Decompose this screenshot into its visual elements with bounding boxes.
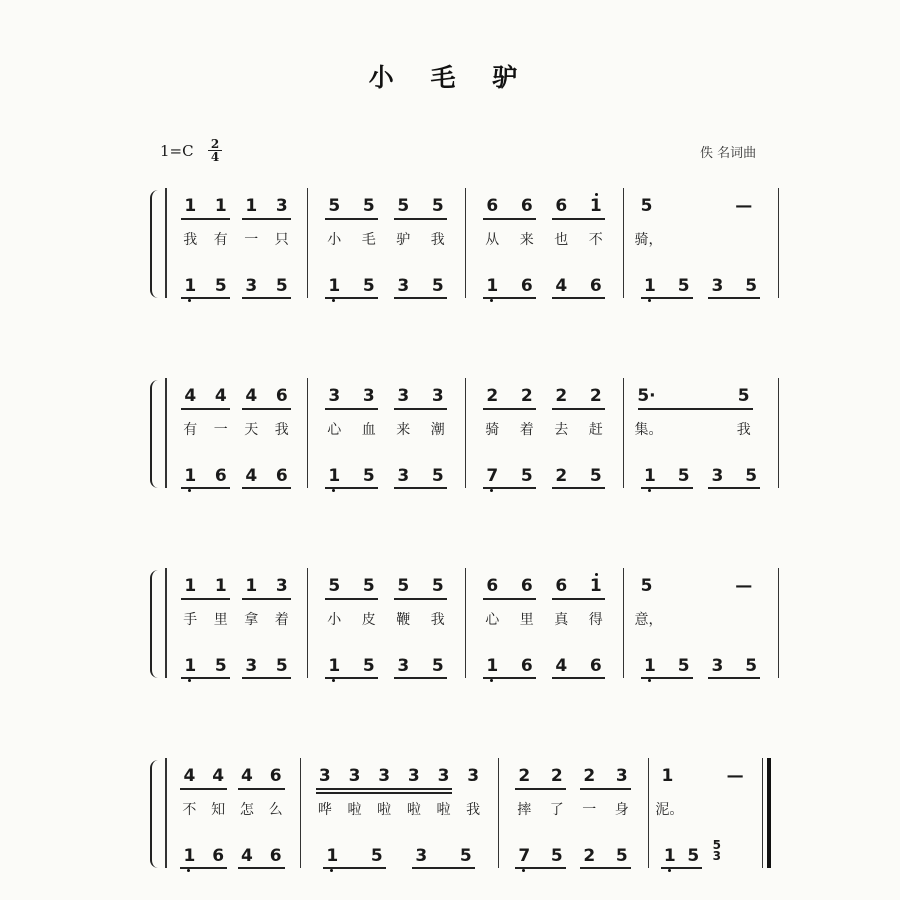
melody-note: 2 [583,766,596,786]
bass-chord [707,840,727,862]
melody-note: 6 [520,576,533,596]
lyric-syllable: 我 [430,612,445,628]
bass-note: 3 [397,656,410,676]
bass-beam-underline [181,677,230,679]
melody-note: 6 [486,576,499,596]
melody-note: 2 [589,386,602,406]
time-signature [208,138,222,163]
bass-note: 5 [615,846,628,866]
bass-note: 5 [677,466,690,486]
melody-note: 4 [245,386,258,406]
bass-note: 1 [482,276,502,296]
melody-row [175,766,290,788]
bass-beam-underline [180,867,227,869]
bass-note: 7 [482,466,502,486]
bass-note: 5 [589,466,602,486]
bass-note: 4 [555,276,568,296]
lyric-syllable: 意， [634,612,663,628]
bass-note: 5 [520,466,533,486]
beam-underline [394,218,447,220]
melody-note: 4 [183,766,196,786]
bass-note: 1 [180,276,200,296]
beam-underline [325,408,378,410]
lyric-syllable: 一 [244,232,259,248]
barline [623,378,624,488]
melody-note: 5 [397,576,410,596]
system-brace [150,380,162,488]
melody-note: 3 [437,766,450,786]
lyric-syllable: 驴 [396,232,411,248]
melody-note: 2 [555,386,568,406]
lyric-syllable: 哗 [317,802,332,818]
melody-note: 3 [362,386,375,406]
bass-beam-underline [181,487,230,489]
lyric-syllable: 啦 [347,802,362,818]
bass-note: 1 [640,656,660,676]
melody-note: 2 [520,386,533,406]
lyric-syllable: 里 [213,612,228,628]
bass-beam-underline [483,297,536,299]
melody-note: 2 [486,386,499,406]
bass-note: 1 [324,466,344,486]
staff-system [0,188,900,308]
bass-beam-underline [708,297,760,299]
beam-underline [580,788,631,790]
beam-underline [316,788,453,790]
melody-row [633,386,768,408]
beam-underline [181,598,230,600]
bass-note: 3 [245,276,258,296]
lyric-syllable: 么 [268,802,283,818]
lyric-syllable: 我 [466,802,481,818]
bass-note: 4 [555,656,568,676]
melody-note: 5 [737,386,750,406]
lyric-syllable: 来 [519,232,534,248]
melody-note: 1 [586,576,606,596]
dash-hold: — [726,766,744,786]
bass-note: 5 [745,276,758,296]
barline [165,568,167,678]
melody-note: 3 [378,766,391,786]
bass-note: 5 [677,656,690,676]
melody-row [175,386,297,408]
beam-underline [242,598,291,600]
lyric-syllable: 手 [183,612,198,628]
bass-note: 6 [589,656,602,676]
melody-note: 6 [520,196,533,216]
bass-beam-underline [708,487,760,489]
beam-underline [552,408,605,410]
bass-note: 4 [245,466,258,486]
bass-note: 5 [362,276,375,296]
final-barline [762,758,763,868]
time-sig-bottom: 4 [208,150,222,163]
chord-bottom: 3 [712,849,721,863]
lyric-syllable: 天 [244,422,259,438]
bass-beam-underline [708,677,760,679]
lyric-syllable: 心 [327,422,342,438]
bass-beam-underline [483,677,536,679]
lyric-syllable: 着 [274,612,289,628]
melody-note: 5 [362,576,375,596]
bass-note: 6 [269,846,282,866]
bass-note: 1 [324,656,344,676]
melody-note: 6 [486,196,499,216]
lyric-syllable: 我 [736,422,751,438]
bass-beam-underline [552,487,605,489]
lyric-syllable: 拿 [244,612,259,628]
melody-note: 4 [184,386,197,406]
lyric-syllable: 得 [588,612,603,628]
system-brace [150,190,162,298]
melody-row [175,576,297,598]
lyric-syllable: 啦 [406,802,421,818]
bass-beam-underline [325,487,378,489]
lyric-syllable: 有 [183,422,198,438]
melody-row [508,766,638,788]
beam-underline-double [316,792,453,794]
melody-row [475,196,613,218]
barline [465,568,466,678]
melody-note: 5 [431,196,444,216]
barline [498,758,499,868]
bass-beam-underline [238,867,285,869]
barline [465,378,466,488]
barline [307,568,308,678]
melody-note: 6 [269,766,282,786]
lyric-syllable: 不 [588,232,603,248]
bass-note: 5 [745,656,758,676]
bass-beam-underline [515,867,566,869]
beam-underline [552,598,605,600]
staff-system [0,758,900,878]
lyric-syllable: 我 [430,232,445,248]
melody-note: 6 [555,196,568,216]
bass-note: 3 [397,276,410,296]
beam-underline [238,788,285,790]
melody-row [317,576,455,598]
bass-note: 5 [431,656,444,676]
melody-note: 5 [431,576,444,596]
bass-note: 6 [520,276,533,296]
bass-beam-underline [394,677,447,679]
melody-note: 3 [397,386,410,406]
lyric-syllable: 里 [519,612,534,628]
bass-beam-underline [325,297,378,299]
bass-beam-underline [641,487,693,489]
barline [300,758,301,868]
lyric-syllable: 从 [485,232,500,248]
bass-beam-underline [412,867,475,869]
melody-row [317,386,455,408]
song-title: 小 毛 驴 [368,63,532,92]
melody-note: 2 [550,766,563,786]
barline [307,188,308,298]
key-signature: 1=C [160,142,194,160]
bass-beam-underline [483,487,536,489]
bass-note: 7 [514,846,534,866]
bass-note: 3 [397,466,410,486]
lyric-syllable: 集。 [634,422,663,438]
bass-note: 5 [275,276,288,296]
chord-top: 5 [712,838,721,852]
barline [778,188,779,298]
bass-beam-underline [394,487,447,489]
bass-note: 1 [640,276,660,296]
melody-note: 5 [328,576,341,596]
lyric-syllable: 只 [274,232,289,248]
melody-note: 1 [214,196,227,216]
barline [623,188,624,298]
melody-note: 3 [348,766,361,786]
lyric-syllable: 骑 [485,422,500,438]
beam-underline [242,218,291,220]
bass-beam-underline [323,867,386,869]
lyric-syllable: 小 [327,612,342,628]
melody-note: 6 [555,576,568,596]
bass-note: 3 [711,656,724,676]
final-barline-thick [767,758,771,868]
beam-underline [181,218,230,220]
melody-note: 4 [212,766,225,786]
bass-note: 3 [711,466,724,486]
lyric-syllable: 真 [554,612,569,628]
system-brace [150,760,162,868]
lyric-syllable: 泥。 [655,802,684,818]
melody-note: 5 [362,196,375,216]
barline [778,568,779,678]
melody-note: 5· [637,386,656,406]
lyric-syllable: 鞭 [396,612,411,628]
bass-beam-underline [641,677,693,679]
melody-note: 4 [214,386,227,406]
lyric-syllable: 身 [614,802,629,818]
lyric-syllable: 去 [554,422,569,438]
barline [165,378,167,488]
melody-note: 3 [407,766,420,786]
barline [165,758,167,868]
lyric-syllable: 了 [549,802,564,818]
lyric-syllable: 啦 [436,802,451,818]
beam-underline [483,598,536,600]
barline [165,188,167,298]
melody-row [175,196,297,218]
lyric-syllable: 也 [554,232,569,248]
bass-note: 1 [482,656,502,676]
bass-beam-underline [552,297,605,299]
bass-note: 6 [212,846,225,866]
melody-row [475,576,613,598]
melody-note: 6 [275,386,288,406]
beam-underline [180,788,227,790]
bass-note: 5 [214,276,227,296]
lyric-syllable: 一 [213,422,228,438]
melody-note: 1 [661,766,674,786]
melody-note: 2 [518,766,531,786]
melody-note: 1 [586,196,606,216]
bass-note: 1 [660,846,680,866]
melody-note: 1 [184,196,197,216]
melody-note: 3 [275,576,288,596]
beam-underline [394,408,447,410]
barline [778,378,779,488]
bass-note: 5 [431,466,444,486]
bass-note: 5 [745,466,758,486]
melody-row [658,766,752,788]
lyric-syllable: 骑， [634,232,663,248]
beam-underline [181,408,230,410]
lyric-syllable: 毛 [361,232,376,248]
lyric-syllable: 我 [183,232,198,248]
lyric-syllable: 啦 [377,802,392,818]
bass-note: 2 [583,846,596,866]
staff-system [0,568,900,688]
bass-note: 3 [245,656,258,676]
bass-beam-underline [661,867,703,869]
bass-note: 5 [214,656,227,676]
lyric-syllable: 着 [519,422,534,438]
bass-note: 5 [362,656,375,676]
lyric-syllable: 皮 [361,612,376,628]
dash-hold: — [735,576,753,596]
bass-note: 5 [459,846,472,866]
barline [648,758,649,868]
dash-hold: — [735,196,753,216]
melody-note: 3 [328,386,341,406]
bass-beam-underline [181,297,230,299]
lyric-syllable: 小 [327,232,342,248]
bass-note: 5 [677,276,690,296]
bass-note: 1 [324,276,344,296]
melody-row [317,196,455,218]
bass-note: 5 [550,846,563,866]
lyric-syllable: 潮 [430,422,445,438]
bass-note: 5 [275,656,288,676]
melody-row [633,576,768,598]
melody-note: 3 [431,386,444,406]
melody-note: 5 [640,576,653,596]
melody-note: 4 [240,766,253,786]
melody-note: 5 [397,196,410,216]
beam-underline [483,218,536,220]
bass-beam-underline [242,487,291,489]
lyric-syllable: 摔 [517,802,532,818]
bass-note: 2 [555,466,568,486]
bass-note: 5 [431,276,444,296]
melody-row [310,766,488,788]
bass-note: 1 [640,466,660,486]
bass-note: 4 [240,846,253,866]
beam-underline [242,408,291,410]
melody-row [633,196,768,218]
time-sig-top: 2 [210,137,220,151]
melody-row [475,386,613,408]
beam-underline [394,598,447,600]
bass-note: 6 [520,656,533,676]
melody-note: 1 [245,196,258,216]
bass-note: 1 [179,846,199,866]
staff-system [0,378,900,498]
bass-beam-underline [552,677,605,679]
bass-beam-underline [641,297,693,299]
lyric-syllable: 有 [213,232,228,248]
bass-note: 3 [711,276,724,296]
lyric-syllable: 知 [211,802,226,818]
melody-note: 3 [275,196,288,216]
lyric-syllable: 来 [396,422,411,438]
beam-underline [325,218,378,220]
melody-note: 1 [184,576,197,596]
bass-note: 6 [589,276,602,296]
bass-note: 3 [415,846,428,866]
composer-credit: 佚 名词曲 [700,146,757,161]
bass-note: 6 [275,466,288,486]
beam-underline [638,408,753,410]
lyric-syllable: 血 [361,422,376,438]
lyric-syllable: 不 [182,802,197,818]
lyric-syllable: 心 [485,612,500,628]
bass-beam-underline [325,677,378,679]
beam-underline [483,408,536,410]
bass-note: 6 [214,466,227,486]
bass-note: 5 [362,466,375,486]
bass-note: 1 [180,656,200,676]
barline [465,188,466,298]
beam-underline [552,218,605,220]
bass-beam-underline [394,297,447,299]
bass-beam-underline [242,677,291,679]
bass-note: 1 [322,846,342,866]
melody-note: 3 [467,766,480,786]
lyric-syllable: 我 [274,422,289,438]
melody-note: 5 [328,196,341,216]
bass-note: 1 [180,466,200,486]
melody-note: 3 [318,766,331,786]
lyric-syllable: 一 [582,802,597,818]
melody-note: 3 [615,766,628,786]
melody-note: 5 [640,196,653,216]
beam-underline [325,598,378,600]
melody-note: 1 [214,576,227,596]
bass-beam-underline [580,867,631,869]
bass-beam-underline [242,297,291,299]
bass-note: 5 [687,846,700,866]
barline [623,568,624,678]
beam-underline [515,788,566,790]
bass-note: 5 [370,846,383,866]
system-brace [150,570,162,678]
barline [307,378,308,488]
lyric-syllable: 怎 [239,802,254,818]
melody-note: 1 [245,576,258,596]
lyric-syllable: 赶 [588,422,603,438]
